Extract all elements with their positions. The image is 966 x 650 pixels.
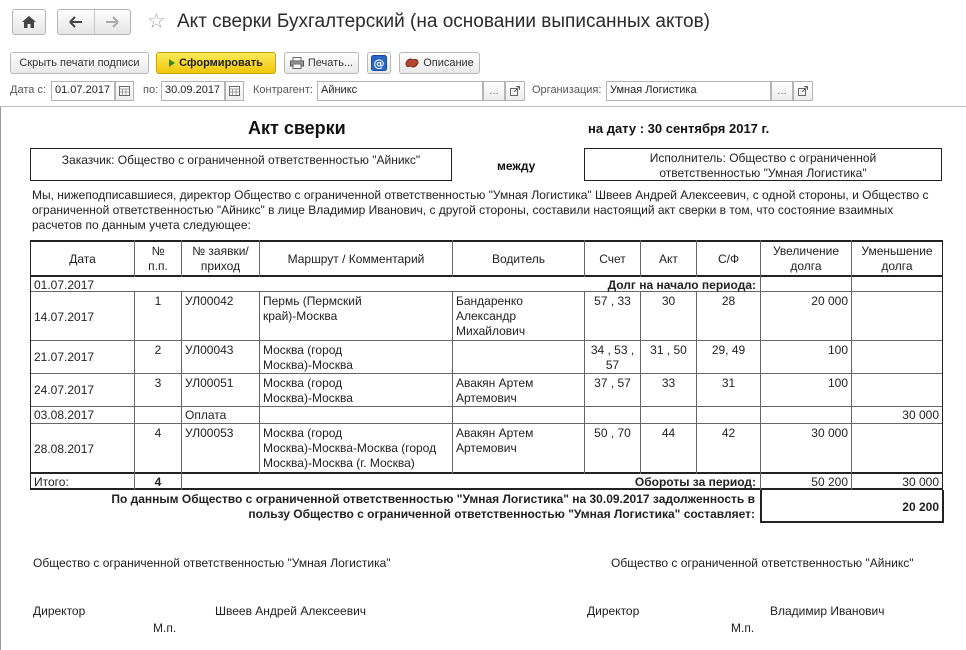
description-button[interactable] [399, 52, 480, 74]
contractor-line-1: Исполнитель: Общество с ограниченной [649, 151, 877, 165]
email-button[interactable] [367, 52, 391, 74]
home-button[interactable] [12, 9, 46, 35]
header-num-line-2: п.п. [148, 259, 168, 273]
row-2-route [260, 341, 452, 375]
header-decrease [852, 242, 942, 276]
intro-paragraph [32, 188, 947, 233]
summary-line-1: По данным Общество с ограниченной ответственностью "Умная Логистика" на 30.09.2017 задолженность в [111, 492, 755, 506]
row-1-num: 1 [154, 294, 162, 308]
customer-box [30, 148, 452, 181]
forward-button[interactable] [94, 10, 131, 34]
row-3-driver [453, 374, 584, 408]
row-5-act: 44 [661, 426, 676, 440]
row-5-increase: 30 000 [811, 426, 848, 440]
counterparty-select-button[interactable]: … [483, 81, 505, 101]
print-button[interactable] [284, 52, 359, 74]
totals-count: 4 [154, 475, 162, 489]
row-5-sf: 42 [721, 426, 736, 440]
row-3-route-line-1: Москва (город [263, 376, 343, 390]
back-button[interactable] [58, 10, 94, 34]
row-2-invoice [585, 341, 640, 375]
totals-label: Итого: [34, 475, 69, 489]
row-2-invoice-line-2: 57 [605, 358, 620, 372]
row-3-route [260, 374, 452, 408]
between-label: между [497, 159, 536, 173]
window-title: Акт сверки Бухгалтерский (на основании выписанных актов) [177, 11, 711, 32]
counterparty-input[interactable]: Айникс [317, 81, 483, 101]
totals-increase: 50 200 [811, 475, 848, 489]
row-1-route-line-1: Пермь (Пермский [263, 294, 362, 308]
favorite-star-icon[interactable]: ☆ [147, 10, 166, 33]
summary-text [30, 490, 758, 524]
left-organization: Общество с ограниченной ответственностью "Умная Логистика" [33, 556, 391, 570]
calendar-icon [229, 86, 240, 96]
play-icon [169, 59, 175, 67]
organization-open-button[interactable] [793, 81, 813, 101]
row-2-order: УЛ00043 [185, 343, 234, 357]
svg-text:@: @ [373, 57, 385, 70]
right-stamp-place: М.п. [731, 621, 755, 635]
date-to-label: по: [143, 84, 159, 96]
contractor-box [584, 148, 942, 181]
header-date: Дата [69, 252, 96, 266]
row-5-driver-line-1: Авакян Артем [456, 426, 534, 440]
row-3-order: УЛ00051 [185, 376, 234, 390]
header-num [135, 242, 181, 276]
row-1-act: 30 [661, 294, 676, 308]
print-button-label: Печать... [307, 57, 354, 69]
summary-value: 20 200 [902, 500, 939, 514]
intro-line-1: Мы, нижеподписавшиеся, директор Общество с ограниченной ответственностью "Умная Логистика" Швеев Андрей Алексеевич, с одной стороны, и Общество с [32, 188, 929, 202]
generate-button-label: Сформировать [179, 57, 263, 69]
header-increase-line-1: Увеличение [772, 244, 840, 258]
counterparty-open-button[interactable] [505, 81, 525, 101]
header-increase-line-2: долга [790, 259, 822, 273]
row-5-route-line-2: Москва)-Москва-Москва (город [263, 441, 437, 455]
intro-line-3: расчетов по данным учета следующее: [32, 218, 251, 232]
row-1-driver-line-2: Александр [456, 309, 517, 323]
home-icon [21, 15, 37, 29]
row-5-route [260, 424, 452, 473]
right-signatory: Владимир Иванович [770, 604, 885, 618]
row-3-increase: 100 [827, 376, 848, 390]
row-1-route [260, 292, 452, 326]
open-icon [510, 86, 520, 96]
row-2-act: 31 , 50 [650, 343, 687, 357]
header-invoice: Счет [599, 252, 626, 266]
contractor-line-2: ответственностью "Умная Логистика" [659, 166, 867, 180]
header-decrease-line-1: Уменьшение [861, 244, 933, 258]
toolbar [0, 52, 966, 76]
date-from-input[interactable]: 01.07.2017 [51, 81, 115, 101]
row-5-invoice: 50 , 70 [594, 426, 631, 440]
header-route: Маршрут / Комментарий [287, 252, 425, 266]
row-5-driver-line-2: Артемович [456, 441, 517, 455]
description-icon [405, 57, 419, 69]
row-2-num: 2 [154, 343, 162, 357]
left-stamp-place: М.п. [153, 621, 177, 635]
row-1-date: 14.07.2017 [34, 310, 95, 324]
arrow-left-icon [69, 16, 83, 28]
row-4-order: Оплата [185, 408, 227, 422]
date-to-calendar-button[interactable] [225, 81, 244, 101]
row-4-decrease: 30 000 [902, 408, 939, 422]
row-3-date: 24.07.2017 [34, 383, 95, 397]
row-1-sf: 28 [721, 294, 736, 308]
hide-signatures-button[interactable]: Скрыть печати подписи [10, 52, 149, 74]
totals-decrease: 30 000 [902, 475, 939, 489]
header-sf: С/Ф [717, 252, 740, 266]
totals-turnover-label: Обороты за период: [634, 475, 756, 489]
counterparty-label: Контрагент: [253, 84, 313, 96]
organization-input[interactable]: Умная Логистика [606, 81, 771, 101]
organization-label: Организация: [532, 84, 602, 96]
row-5-route-line-1: Москва (город [263, 426, 343, 440]
row-5-driver [453, 424, 584, 458]
row-5-date: 28.08.2017 [34, 442, 95, 456]
row-1-driver [453, 292, 584, 341]
opening-date: 01.07.2017 [34, 278, 95, 292]
arrow-right-icon [105, 16, 119, 28]
row-2-invoice-line-1: 34 , 53 , [590, 343, 635, 357]
generate-button[interactable] [156, 52, 276, 74]
row-1-invoice: 57 , 33 [594, 294, 631, 308]
row-3-sf: 31 [721, 376, 736, 390]
date-from-calendar-button[interactable] [115, 81, 134, 101]
email-at-icon [371, 55, 387, 71]
row-5-route-line-3: Москва)-Москва (г. Москва) [263, 456, 415, 470]
report-date: на дату : 30 сентября 2017 г. [588, 121, 770, 136]
history-navigation [57, 9, 131, 35]
row-1-driver-line-3: Михайлович [456, 324, 526, 338]
opening-label: Долг на начало периода: [607, 278, 756, 292]
row-3-invoice: 37 , 57 [594, 376, 631, 390]
left-signatory: Швеев Андрей Алексеевич [215, 604, 367, 618]
calendar-icon [119, 86, 130, 96]
row-3-driver-line-2: Артемович [456, 391, 517, 405]
row-3-num: 3 [154, 376, 162, 390]
row-5-order: УЛ00053 [185, 426, 234, 440]
row-3-driver-line-1: Авакян Артем [456, 376, 534, 390]
row-2-increase: 100 [827, 343, 848, 357]
header-increase [761, 242, 851, 276]
header-num-line-1: № [151, 244, 165, 258]
header-driver: Водитель [491, 252, 545, 266]
description-button-label: Описание [423, 57, 474, 69]
row-1-order: УЛ00042 [185, 294, 234, 308]
date-to-input[interactable]: 30.09.2017 [161, 81, 225, 101]
right-organization: Общество с ограниченной ответственностью "Айникс" [611, 556, 914, 570]
row-2-route-line-1: Москва (город [263, 343, 343, 357]
row-2-route-line-2: Москва)-Москва [263, 358, 353, 372]
open-icon [798, 86, 808, 96]
intro-line-2: ограниченной ответственностью "Айникс" в лице Владимир Иванович, с другой стороны, составили настоящий акт сверки в том, что состояние взаимных [32, 203, 894, 217]
header-act: Акт [659, 252, 678, 266]
row-3-route-line-2: Москва)-Москва [263, 391, 353, 405]
organization-select-button[interactable]: … [771, 81, 793, 101]
header-order [182, 242, 259, 276]
printer-icon [290, 57, 304, 69]
row-4-date: 03.08.2017 [34, 408, 95, 422]
row-2-sf: 29, 49 [711, 343, 746, 357]
row-1-driver-line-1: Бандаренко [456, 294, 523, 308]
left-position: Директор [33, 604, 86, 618]
date-from-label: Дата с: [10, 84, 46, 96]
row-1-increase: 20 000 [811, 294, 848, 308]
summary-line-2: пользу Общество с ограниченной ответственностью "Умная Логистика" составляет: [248, 507, 755, 521]
row-2-date: 21.07.2017 [34, 350, 95, 364]
right-position: Директор [587, 604, 640, 618]
row-3-act: 33 [661, 376, 676, 390]
report-title: Акт сверки [248, 118, 346, 138]
row-5-num: 4 [154, 426, 162, 440]
customer-text: Заказчик: Общество с ограниченной ответственностью "Айникс" [61, 153, 421, 167]
header-order-line-2: приход [200, 259, 241, 273]
title-bar [0, 0, 966, 46]
filter-bar [0, 80, 966, 102]
header-decrease-line-2: долга [881, 259, 913, 273]
row-1-route-line-2: край)-Москва [263, 309, 338, 323]
header-order-line-1: № заявки/ [192, 244, 249, 258]
